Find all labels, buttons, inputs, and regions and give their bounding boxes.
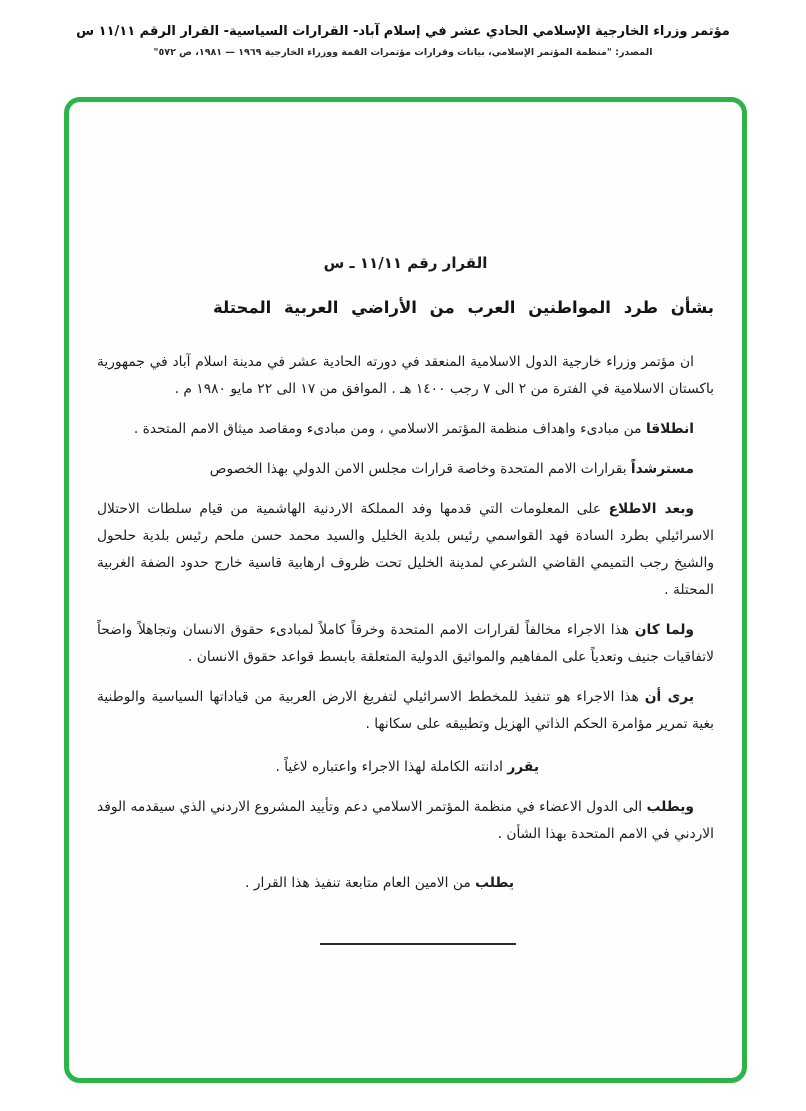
paragraph-lead: ويطلب — [646, 799, 694, 815]
document-frame — [64, 97, 747, 1083]
document-header — [0, 0, 806, 58]
signature-line — [320, 943, 516, 945]
paragraph — [97, 456, 714, 483]
header-title: مؤتمر وزراء الخارجية الإسلامي الحادي عشر في إسلام آباد- القرارات السياسية- القرار الرقم ١١/١١ س — [76, 24, 730, 39]
paragraph-text: هذا الاجراء هو تنفيذ للمخطط الاسرائيلي لتفريغ الارض العربية من قياداتها السياسية والوطنية بغية تمرير مؤامرة الحكم الذاتي الهزيل وتطبيقه على سكانها . — [97, 689, 714, 732]
paragraph-lead: انطلاقا — [645, 421, 694, 437]
paragraph — [97, 617, 714, 671]
document-content — [69, 102, 742, 945]
paragraph — [97, 684, 714, 738]
paragraph-text: من الامين العام متابعة تنفيذ هذا القرار . — [245, 875, 476, 891]
paragraph — [97, 496, 714, 604]
paragraph-lead: مسترشداً — [630, 461, 694, 477]
resolution-number: القرار رقم ١١/١١ ـ س — [323, 254, 488, 272]
paragraph-lead: يقرر — [507, 759, 539, 775]
paragraph-closing — [97, 870, 714, 897]
paragraph-lead: ولما كان — [634, 622, 694, 638]
paragraph-text: هذا الاجراء مخالفاً لقرارات الامم المتحدة وخرقاً كاملاً لمبادىء حقوق الانسان وتجاهلاً واضحاً لاتفاقيات جنيف وتعدياً على المفاهيم والمواثيق الدولية المتعلقة بابسط قواعد حقوق الانسان . — [97, 622, 714, 665]
paragraph — [97, 416, 714, 443]
paragraph-text: ان مؤتمر وزراء خارجية الدول الاسلامية المنعقد في دورته الحادية عشر في مدينة اسلام آباد في جمهورية باكستان الاسلامية في الفترة من ٢ الى ٧ رجب ١٤٠٠ هـ . الموافق من ١٧ الى ٢٢ مايو ١٩٨٠ م . — [97, 354, 714, 397]
paragraph-text: بقرارات الامم المتحدة وخاصة قرارات مجلس الامن الدولي بهذا الخصوص — [209, 461, 631, 477]
paragraph-lead: وبعد الاطلاع — [608, 501, 694, 517]
header-source: المصدر: "منظمة المؤتمر الإسلامي، بيانات وقرارات مؤتمرات القمة ووزراء الخارجية ١٩٦٩ — ١٩٨١، ص ٥٧٢" — [153, 47, 653, 58]
paragraph-lead: يطلب — [475, 875, 514, 891]
resolution-subject: بشأن طرد المواطنين العرب من الأراضي العربية المحتلة — [213, 298, 714, 317]
paragraph-preamble — [97, 349, 714, 403]
paragraph-decision — [97, 754, 714, 781]
paragraph-lead: يرى أن — [644, 689, 694, 705]
paragraph — [97, 794, 714, 848]
paragraph-text: من مبادىء واهداف منظمة المؤتمر الاسلامي ، ومن مبادىء ومقاصد ميثاق الامم المتحدة . — [133, 421, 646, 437]
paragraph-text: على المعلومات التي قدمها وفد المملكة الاردنية الهاشمية من قيام سلطات الاحتلال الاسرائيلي بطرد السادة فهد القواسمي رئيس بلدية الخليل والسيد محمد حسن ملحم رئيس بلدية حلحول والشيخ رجب التميمي القاضي الشرعي لمدينة الخليل تحت ظروف ارهابية قاسية خارج حدود الضفة الغربية المحتلة . — [97, 501, 714, 598]
paragraph-text: الى الدول الاعضاء في منظمة المؤتمر الاسلامي دعم وتأييد المشروع الاردني الذي سيقدمه الوفد الاردني في الامم المتحدة بهذا الشأن . — [97, 799, 714, 842]
paragraph-text: ادانته الكاملة لهذا الاجراء واعتباره لاغياً . — [275, 759, 508, 775]
